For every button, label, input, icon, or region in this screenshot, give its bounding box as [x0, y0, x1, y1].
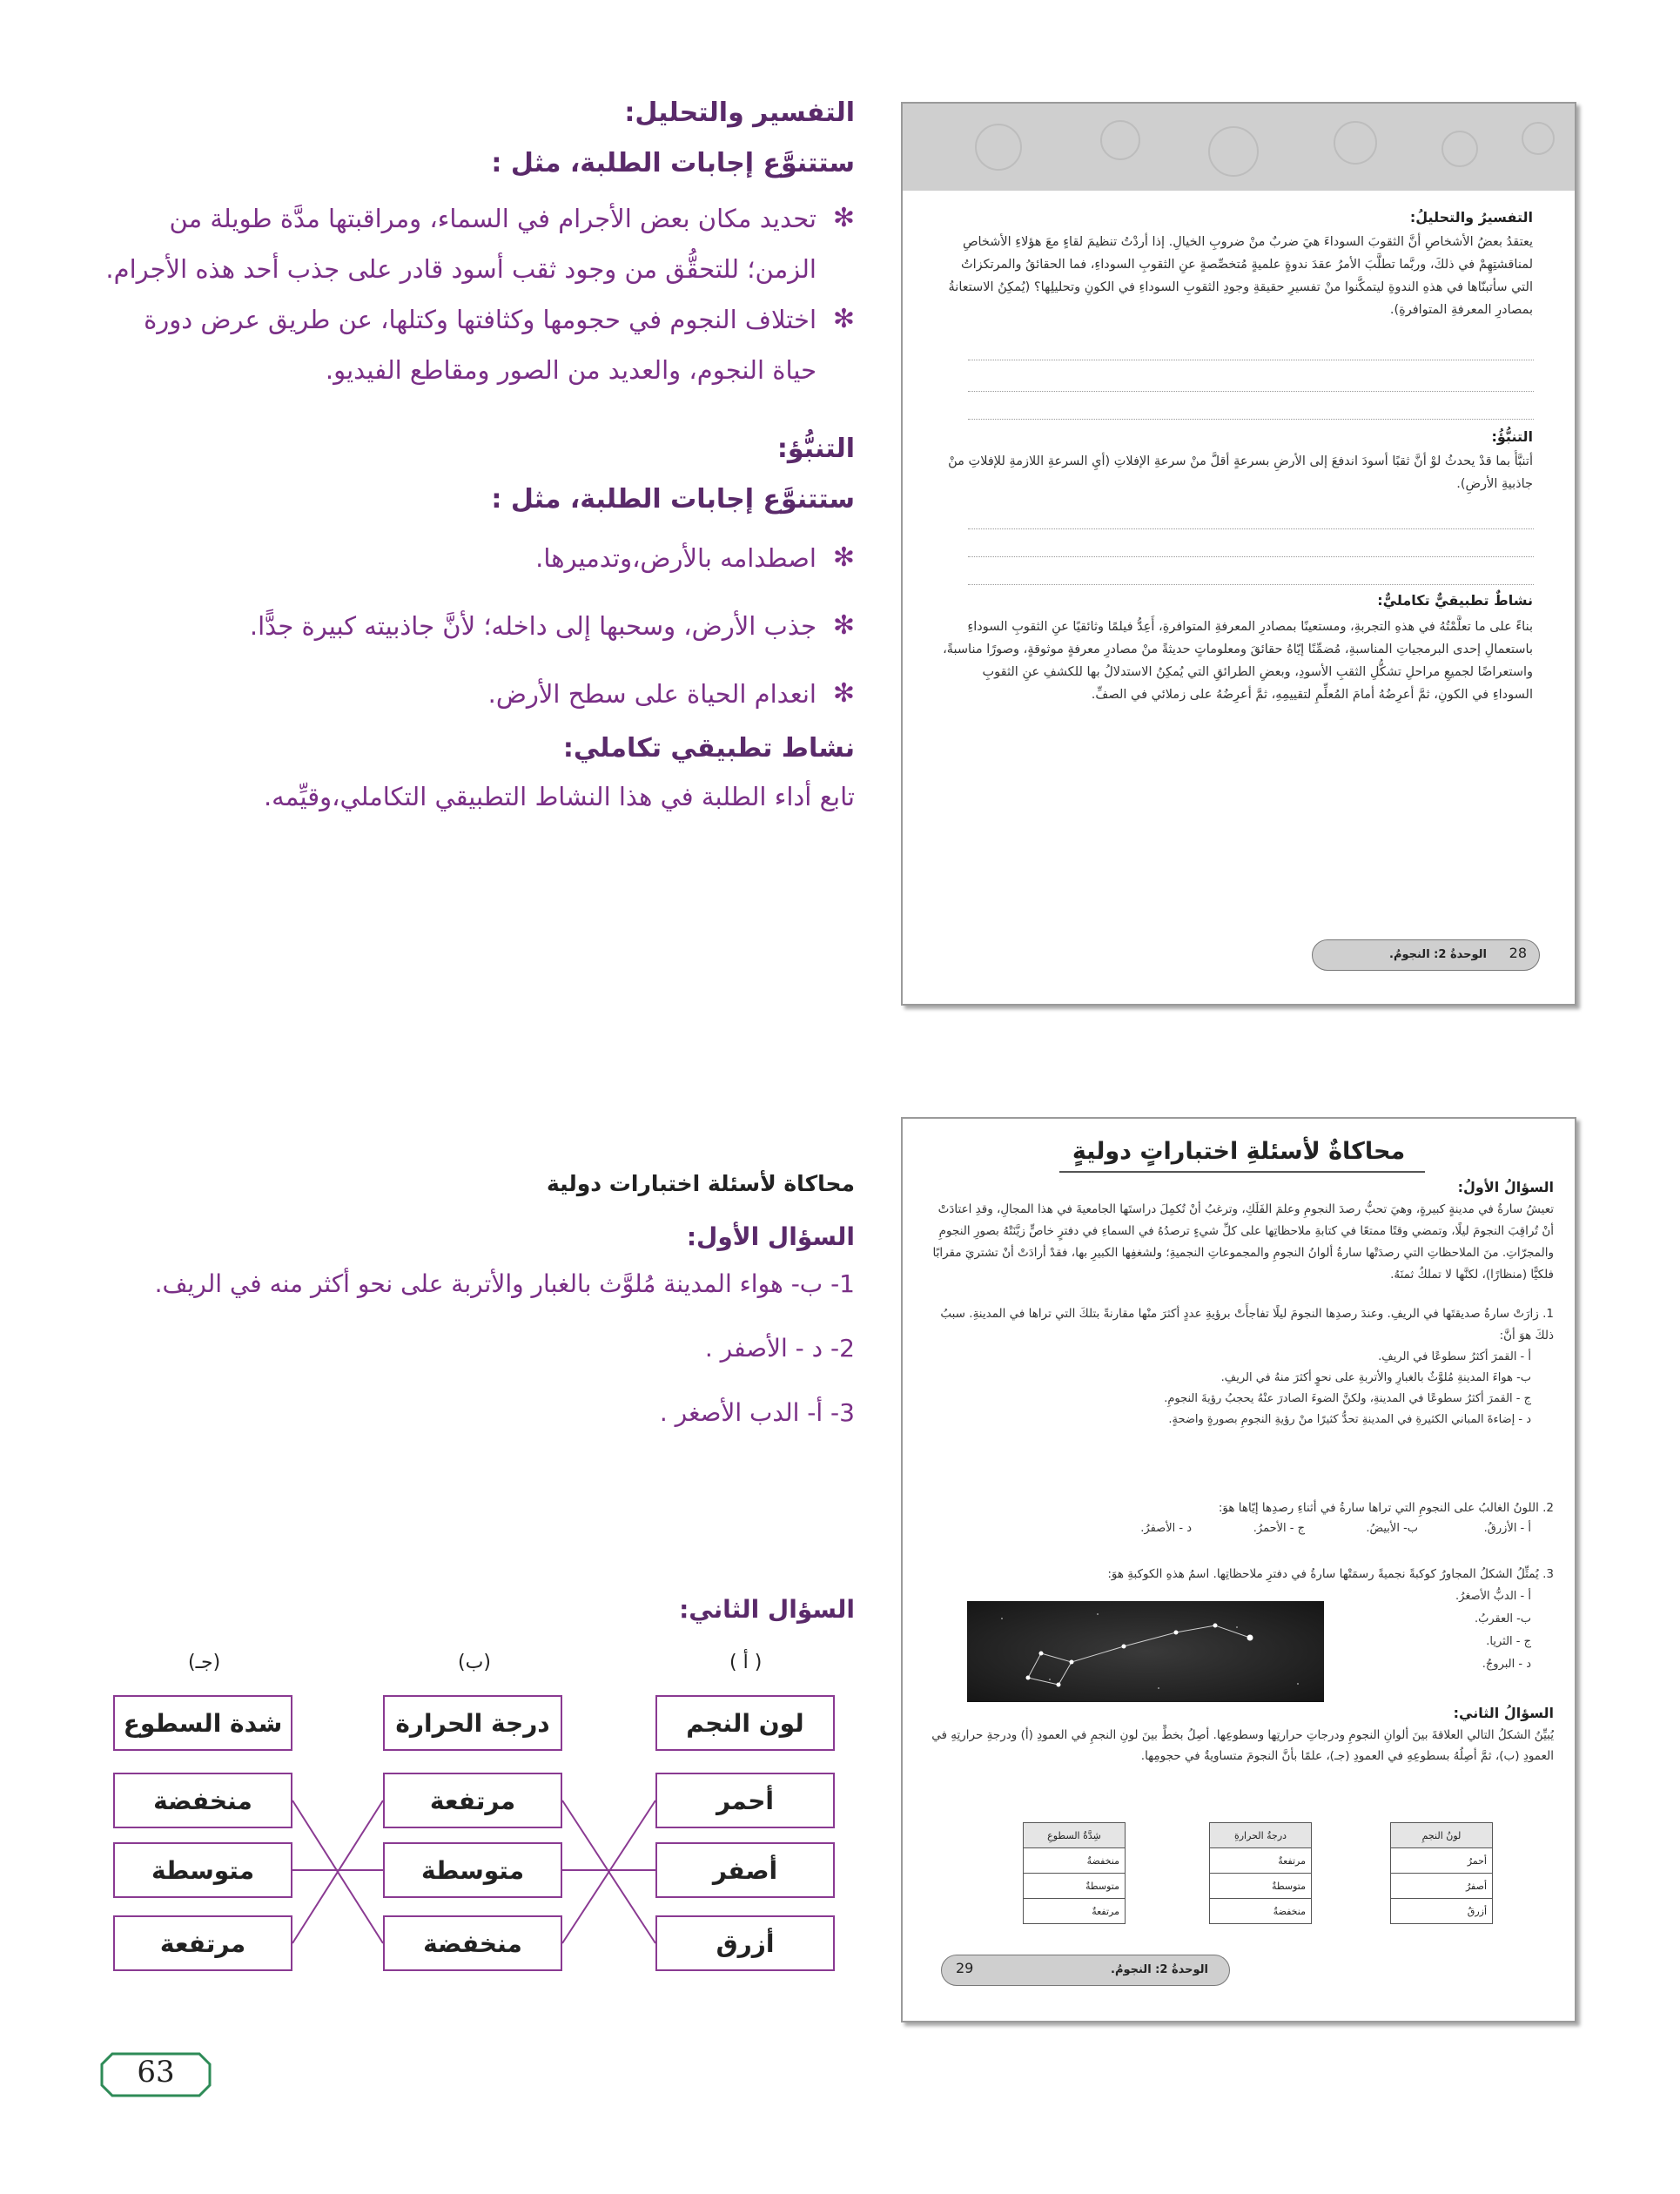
- col-a-item-red: أحمر: [655, 1773, 835, 1828]
- prediction-subheading: ستتنوَّع إجابات الطلبة، مثل :: [491, 484, 855, 515]
- title-underline: [1059, 1171, 1425, 1173]
- list-item: ✻ اصطدامه بالأرض،وتدميرها.: [97, 533, 855, 583]
- list-item: ✻ اختلاف النجوم في حجومها وكثافتها وكتلها، عن طريق عرض دورة حياة النجوم، والعديد من الصور ومقاطع الفيديو.: [97, 294, 855, 395]
- col-b-item-high: مرتفعة: [383, 1773, 562, 1828]
- thumb1-analysis-heading: التفسيرُ والتحليلُ:: [1409, 209, 1533, 225]
- thumb2-q1-stem: 1. زارَتْ سارةُ صديقتَها في الريفِ. وعندَ رصدِها النجومَ ليلًا تفاجأَتْ برؤيةِ عددٍ أكثرَ منْها مقارنةً بتلكَ التي تراها في المدينةِ. سببُ ذلكَ هوَ أنَّ:: [940, 1307, 1554, 1343]
- footer-page-number: 29: [956, 1960, 974, 1976]
- col-c-item-medium: متوسطة: [113, 1842, 292, 1898]
- thumb2-q2-opt-c: ج - الأحمرُ.: [1253, 1522, 1305, 1535]
- page-number: 63: [137, 2055, 175, 2090]
- col-c-label: (جـ): [188, 1652, 221, 1673]
- thumb2-brightness-table: شِدَّةُ السطوعِ منخفضةٌ متوسطةٌ مرتفعةٌ: [1023, 1822, 1126, 1924]
- col-b-item-low: منخفضة: [383, 1915, 562, 1971]
- question2-heading: السؤال الثاني:: [679, 1595, 855, 1624]
- thumb2-q1-opt-a: أ - القمرَ أكثرُ سطوعًا في الريفِ.: [1378, 1350, 1531, 1363]
- thumb2-footer: [941, 1955, 1230, 1986]
- col-a-label: ( أ ): [729, 1652, 763, 1673]
- col-b-header: درجة الحرارة: [383, 1695, 562, 1751]
- thumb1-activity-text: بناءً على ما تعلَّمْتُهُ في هذهِ التجربةِ، ومستعينًا بمصادرِ المعرفةِ المتوافرةِ، أُعِدُّ فيلمًا وثائقيًا عنِ الثقوبِ السوداءِ باستعمالِ إحدى البرمجياتِ المناسبةِ، مُضمِّنًا إيّاهُ حقائقَ ومعلوماتٍ حديثةً منْ مصادرِ معرفةٍ موثوقةٍ، وصورًا مناسبةً، واستعراضًا لجميعِ مراحلِ تشكُّلِ الثقبِ الأسودِ، وبعضِ الطرائقِ التي يُمكِنُ الاستدلالُ بها للكشفِ عنِ الثقوبِ السوداءِ في الكونِ، ثمَّ أعرِضُهُ أمامَ المُعلِّمِ لتقييمِهِ، ثمَّ أعرِضُهُ على زملائي في الصفِّ.: [943, 620, 1533, 702]
- analysis-heading: التفسير والتحليل:: [624, 98, 855, 128]
- question1-heading: السؤال الأول:: [686, 1222, 855, 1251]
- col-a-item-blue: أزرق: [655, 1915, 835, 1971]
- thumb2-title: محاكاةٌ لأسئلةِ اختباراتٍ دوليةٍ: [1072, 1138, 1406, 1165]
- col-a-item-yellow: أصفر: [655, 1842, 835, 1898]
- thumb1-prediction-heading: التنبُّؤُ:: [1491, 428, 1533, 445]
- col-c-header: شدة السطوع: [113, 1695, 292, 1751]
- thumb1-activity-heading: نشاطٌ تطبيقيٌّ تكامليٌّ:: [1377, 592, 1533, 609]
- thumb2-q2-stem: 2. اللونُ الغالبُ على النجومِ التي تراها سارةُ في أثناءِ رصدِها إيّاها هوَ:: [1218, 1501, 1554, 1515]
- list-item: ✻ انعدام الحياة على سطح الأرض.: [97, 669, 855, 719]
- thumb2-color-table: لونُ النجمِ أحمرُ أصفرُ أزرقُ: [1390, 1822, 1493, 1924]
- asterisk-icon: ✻: [832, 610, 855, 641]
- col-c-item-low: منخفضة: [113, 1773, 292, 1828]
- asterisk-icon: ✻: [832, 678, 855, 709]
- col-a-header: لون النجم: [655, 1695, 835, 1751]
- thumb2-temp-table: درجةُ الحرارةِ مرتفعةٌ متوسطةٌ منخفضةٌ: [1209, 1822, 1312, 1924]
- activity-text: تابع أداء الطلبة في هذا النشاط التطبيقي التكاملي،وقيِّمه.: [263, 782, 855, 811]
- thumb2-q2-opt-a: أ - الأزرقُ.: [1483, 1522, 1531, 1535]
- constellation-image: [967, 1601, 1324, 1702]
- asterisk-icon: ✻: [832, 542, 855, 573]
- thumb2-q3-opt-c: ج - الثريا.: [1486, 1635, 1531, 1648]
- thumb1-analysis-text: يعتقدُ بعضُ الأشخاصِ أنَّ الثقوبَ السوداءَ هيَ ضربٌ منْ ضروبِ الخيالِ. إذا أردْتُ تنظيمَ لقاءٍ معَ هؤلاءِ الأشخاصِ لمناقشتِهِمْ في ذلكَ، وربَّما تطلَّبَ الأمرُ عقدَ ندوةٍ علميةٍ مُتخصِّصةٍ عنِ الثقوبِ السوداءِ، فما الحقائقُ والمرتكزاتُ التي سأتبنّاها في هذهِ الندوةِ ليتمكَّنوا منْ تفسيرِ حقيقةِ وجودِ الثقوبِ السوداءِ في الكونِ وتحليلِها؟ (يُمكِنُ الاستعانةُ بمصادرِ المعرفةِ المتوافرةِ).: [948, 235, 1533, 317]
- thumb2-q3-opt-a: أ - الدبُّ الأصغرُ.: [1455, 1590, 1531, 1603]
- thumb2-q1-opt-c: ج - القمرَ أكثرُ سطوعًا في المدينةِ، ولكنَّ الضوءَ الصادرَ عنْهُ يحجبُ رؤيةَ النجومِ.: [1164, 1392, 1531, 1405]
- col-c-item-high: مرتفعة: [113, 1915, 292, 1971]
- col-b-item-medium: متوسطة: [383, 1842, 562, 1898]
- thumb2-intro: تعيشُ سارةُ في مدينةٍ كبيرةٍ، وهيَ تحبُّ رصدَ النجومِ وعلمَ الفَلَكِ، وترغبُ أنْ تُكمِلَ دراستَها الجامعيةَ في هذا المجالِ، وقدِ اعتادَتْ أنْ تُراقِبَ النجومَ ليلًا، وتمضي وقتًا ممتعًا في كتابةِ ملاحظاتِها على كلِّ شيءٍ ترصدُهُ في السماءِ في دفترٍ خاصٍّ زيَّنَتْهُ بصورِ النجومِ والمجرّاتِ. منَ الملاحظاتِ التي رصدَتْها سارةُ ألوانُ النجومِ والمجموعاتِ النجميةِ؛ ولشغفِها الكبيرِ بها، فقدْ أرادَتْ أنْ تشتريَ مقرابًا فلكيًّا (منظارًا)، لكنَّها لا تملكُ ثمنَهُ.: [932, 1202, 1554, 1282]
- q1-answer-3: 3- أ- الدب الأصغر .: [659, 1398, 855, 1427]
- page-thumbnail-29: [901, 1117, 1576, 2022]
- asterisk-icon: ✻: [832, 304, 855, 334]
- thumb2-q3-opt-b: ب- العقربُ.: [1474, 1612, 1531, 1625]
- analysis-subheading: ستتنوَّع إجابات الطلبة، مثل :: [491, 148, 855, 178]
- list-item: ✻ جذب الأرض، وسحبها إلى داخله؛ لأنَّ جاذبيته كبيرة جدًّا.: [97, 601, 855, 651]
- asterisk-icon: ✻: [832, 203, 855, 233]
- q1-answer-2: 2- د - الأصفر .: [704, 1334, 855, 1363]
- thumb1-prediction-text: أتنبَّأُ بما قدْ يحدثُ لوْ أنَّ ثقبًا أسودَ اندفعَ إلى الأرضِ بسرعةٍ أقلَّ منْ سرعةِ الإفلاتِ (أيِ السرعةِ اللازمةِ للإفلاتِ منْ جاذبيةِ الأرضِ).: [948, 454, 1533, 491]
- thumb2-q1-opt-d: د - إضاءةَ المباني الكثيرةِ في المدينةِ تحدُّ كثيرًا منْ رؤيةِ النجومِ بصورةٍ واضحةٍ.: [1168, 1413, 1531, 1426]
- thumb2-q3-opt-d: د - البروجُ.: [1482, 1658, 1531, 1671]
- thumb2-q2-text: يُبيِّنُ الشكلُ التالي العلاقةَ بينَ ألوانِ النجومِ ودرجاتِ حرارتِها وسطوعِها. أصِلُ بخطٍّ بينَ لونِ النجمِ في العمودِ (أ) ودرجةِ حرارتِهِ في العمودِ (ب)، ثمَّ أصِلُهُ بسطوعِهِ في العمودِ (جـ)، علمًا بأنَّ النجومَ متساويةٌ في حجومِها.: [931, 1728, 1554, 1763]
- list-item: ✻ تحديد مكان بعض الأجرام في السماء، ومراقبتها مدَّة طويلة من الزمن؛ للتحقُّق من وجود ثقب أسود قادر على جذب أحد هذه الأجرام.: [97, 193, 855, 294]
- footer-unit: الوحدةُ 2: النجومُ.: [1111, 1963, 1208, 1976]
- thumb2-q1-opt-b: ب- هواءَ المدينةِ مُلوَّثٌ بالغبارِ والأتربةِ على نحوٍ أكثرَ منهُ في الريفِ.: [1220, 1371, 1531, 1384]
- thumb2-q2-heading: السؤالُ الثاني:: [1453, 1705, 1554, 1721]
- footer-unit: الوحدةُ 2: النجومُ.: [1389, 948, 1487, 961]
- thumb2-q2-opt-d: د - الأصفرُ.: [1140, 1522, 1192, 1535]
- col-b-label: (ب): [458, 1652, 491, 1673]
- prediction-heading: التنبُّؤ:: [776, 434, 855, 464]
- thumb2-q1-heading: السؤالُ الأولُ:: [1457, 1179, 1554, 1195]
- thumb2-q3-stem: 3. يُمثِّلُ الشكلُ المجاورُ كوكبةً نجميةً رسمَتْها سارةُ في دفترِ ملاحظاتِها. اسمُ هذهِ الكوكبةِ هوَ:: [1107, 1567, 1554, 1581]
- footer-page-number: 28: [1509, 945, 1527, 961]
- q1-answer-1: 1- ب- هواء المدينة مُلوَّث بالغبار والأتربة على نحو أكثر منه في الريف.: [154, 1269, 855, 1298]
- activity-heading: نشاط تطبيقي تكاملي:: [562, 733, 855, 764]
- simulation-heading: محاكاة لأسئلة اختبارات دولية: [546, 1171, 855, 1196]
- thumb2-q2-opt-b: ب- الأبيضُ.: [1366, 1522, 1418, 1535]
